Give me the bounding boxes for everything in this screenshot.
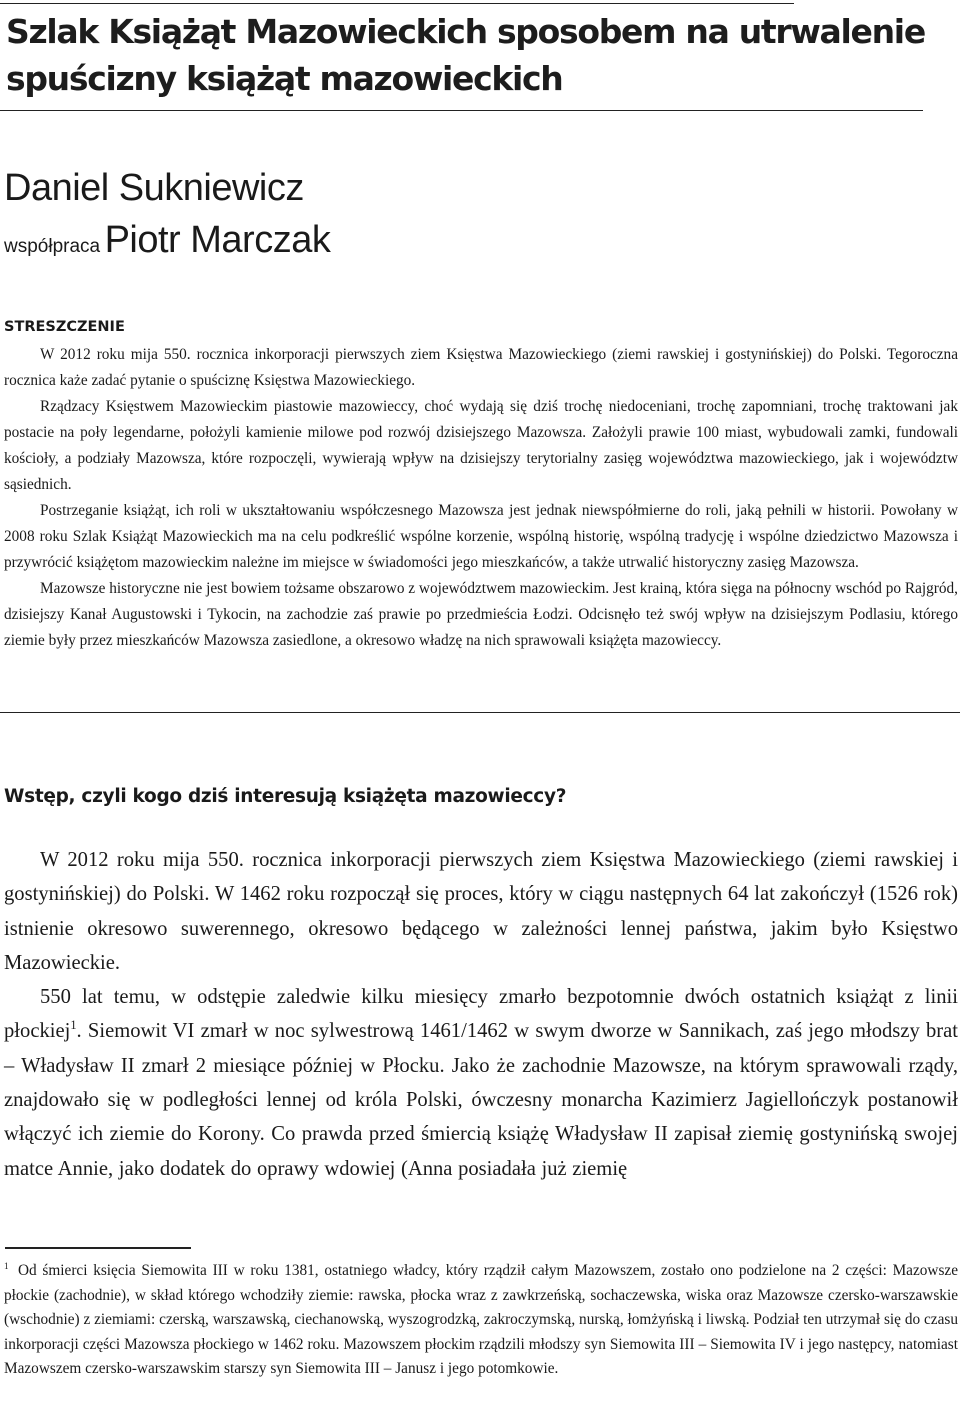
abstract-rule xyxy=(0,712,960,713)
top-rule xyxy=(0,3,794,4)
footnote: $^1$ Od śmierci księcia Siemowita III w roku 1381, ostatniego władcy, który rządził całym Mazowszem, zostało ono podzielone na 2 części: Mazowsze płockie (zachodnie), w skład którego wchodziły ziemie: rawska, płocka wraz z zawkrzeńską, sochaczewska, wiska oraz Mazowsze czersko-warszawskie (wschodnie) z ziemiami: czerską, warszawską, ciechanowską, wyszogrodzką, zakroczymską, nurską, łomżyńską i liwską. Podział ten utrzymał się do czasu inkorporacji części Mazowsza płockiego w 1462 roku. Mazowszem płockim rządzili młodszy syn Siemowita III – Siemowita IV i jego następcy, natomiast Mazowszem czersko-warszawskim starszy syn Siemowita III – Janusz i jego potomkowie. xyxy=(4,1260,958,1377)
footnote-reference[interactable]: 1 xyxy=(70,1018,77,1033)
article-title: Szlak Książąt Mazowieckich sposobem na utrwalenie spuścizny książąt mazowieckich xyxy=(6,12,925,98)
collaborator-name: Piotr Marczak xyxy=(104,219,331,261)
body-text xyxy=(4,843,958,1186)
abstract xyxy=(4,340,958,654)
abstract-paragraph: Postrzeganie książąt, ich roli w ukształtowaniu współczesnego Mazowsza jest jednak niewspółmierne do roli, jaką pełnili w historii. Powołany w 2008 roku Szlak Książąt Mazowieckich ma na celu podkreślić wspólne korzenie, wspólną historię, wspólną tradycję i wspólne dziedzictwo Mazowsza i przywrócić książętom mazowieckim należne im miejsce w świadomości jego mieszkańców, a także utrwalić historyczny zasięg Mazowsza. xyxy=(4,502,958,571)
section-heading: Wstęp, czyli kogo dziś interesują książęta mazowieccy? xyxy=(4,786,567,807)
abstract-heading: STRESZCZENIE xyxy=(4,319,125,335)
footnote-rule xyxy=(5,1247,191,1249)
body-paragraph xyxy=(4,980,958,1186)
author-name: Daniel Sukniewicz xyxy=(4,167,304,209)
collaboration-line xyxy=(4,216,330,272)
body-paragraph: W 2012 roku mija 550. rocznica inkorporacji pierwszych ziem Księstwa Mazowieckiego (ziemi rawskiej i gostynińskiej) do Polski. W 1462 roku rozpoczął się proces, który w ciągu następnych 64 lat zakończył (1526 rok) istnienie okresowo suwerennego, okresowo będącego w zależności lennej państwa, jakim było Księstwo Mazowieckie. xyxy=(4,849,958,974)
footnote-text: Od śmierci księcia Siemowita III w roku 1381, ostatniego władcy, który rządził całym Mazowszem, zostało ono podzielone na 2 części: Mazowsze płockie (zachodnie), w skład którego wchodziły ziemie: rawska, płocka wraz z zawkrzeńską, sochaczewska, wiska oraz Mazowsze czersko-warszawskie (wschodnie) z ziemiami: czerską, warszawską, ciechanowską, wyszogrodzką, zakroczymską, nurską, łomżyńską i liwską. Podział ten utrzymał się do czasu inkorporacji części Mazowsza płockiego w 1462 roku. Mazowszem płockim rządzili młodszy syn Siemowita III – Siemowita IV i jego następcy, natomiast Mazowszem czersko-warszawskim starszy syn Siemowita III – Janusz i jego potomkowie. xyxy=(4,1262,958,1377)
abstract-paragraph: W 2012 roku mija 550. rocznica inkorporacji pierwszych ziem Księstwa Mazowieckiego (ziemi rawskiej i gostynińskiej) do Polski. Tegoroczna rocznica każe zadać pytanie o spuściznę Księstwa Mazowieckiego. xyxy=(4,346,958,389)
body-text-run: . Siemowit VI zmarł w noc sylwestrową 1461/1462 w swym dworze w Sannikach, zaś jego młodszy brat – Władysław II zmarł 2 miesiące później w Płocku. Jako że zachodnie Mazowsze, na którym sprawowali rządy, znajdowało się w podległości lennej od króla Polski, ówczesny monarcha Kazimierz Jagiellończyk postanowił włączyć ich ziemie do Korony. Co prawda przed śmiercią książę Władysław II zapisał ziemię gostynińską swojej matce Annie, jako dodatek do oprawy wdowiej (Anna posiadała już ziemię xyxy=(4,1020,958,1180)
abstract-paragraph: Mazowsze historyczne nie jest bowiem tożsame obszarowo z województwem mazowieckim. Jest krainą, która sięga na północny wschód po Rajgród, dzisiejszy Kanał Augustowski i Tykocin, na zachodzie zaś prawie po przedmieścia Łodzi. Odcisnęło też swój wpływ na dzisiejszym Podlasiu, którego ziemie były przez mieszkańców Mazowsza zasiedlone, a okresowo władzę na nich sprawowali książęta mazowieccy. xyxy=(4,580,958,649)
title-rule xyxy=(0,110,923,111)
abstract-paragraph: Rządzacy Księstwem Mazowieckim piastowie mazowieccy, choć wydają się dziś trochę niedoceniani, trochę zapomniani, trochę traktowani jak postacie na poły legendarne, położyli kamienie milowe pod rozwój dzisiejszego Mazowsza. Założyli prawie 100 miast, wybudowali zamki, fundowali kościoły, a podziały Mazowsza, które rozpoczęli, wywierają wpływ na dzisiejszy terytorialny zasięg województwa mazowieckiego, jak i województw sąsiednich. xyxy=(4,398,958,493)
body-text-run: 550 lat temu, w odstępie zaledwie kilku miesięcy zmarło bezpotomnie dwóch ostatnich książąt z linii płockiej xyxy=(4,986,958,1043)
collaboration-label: współpraca xyxy=(4,236,101,257)
